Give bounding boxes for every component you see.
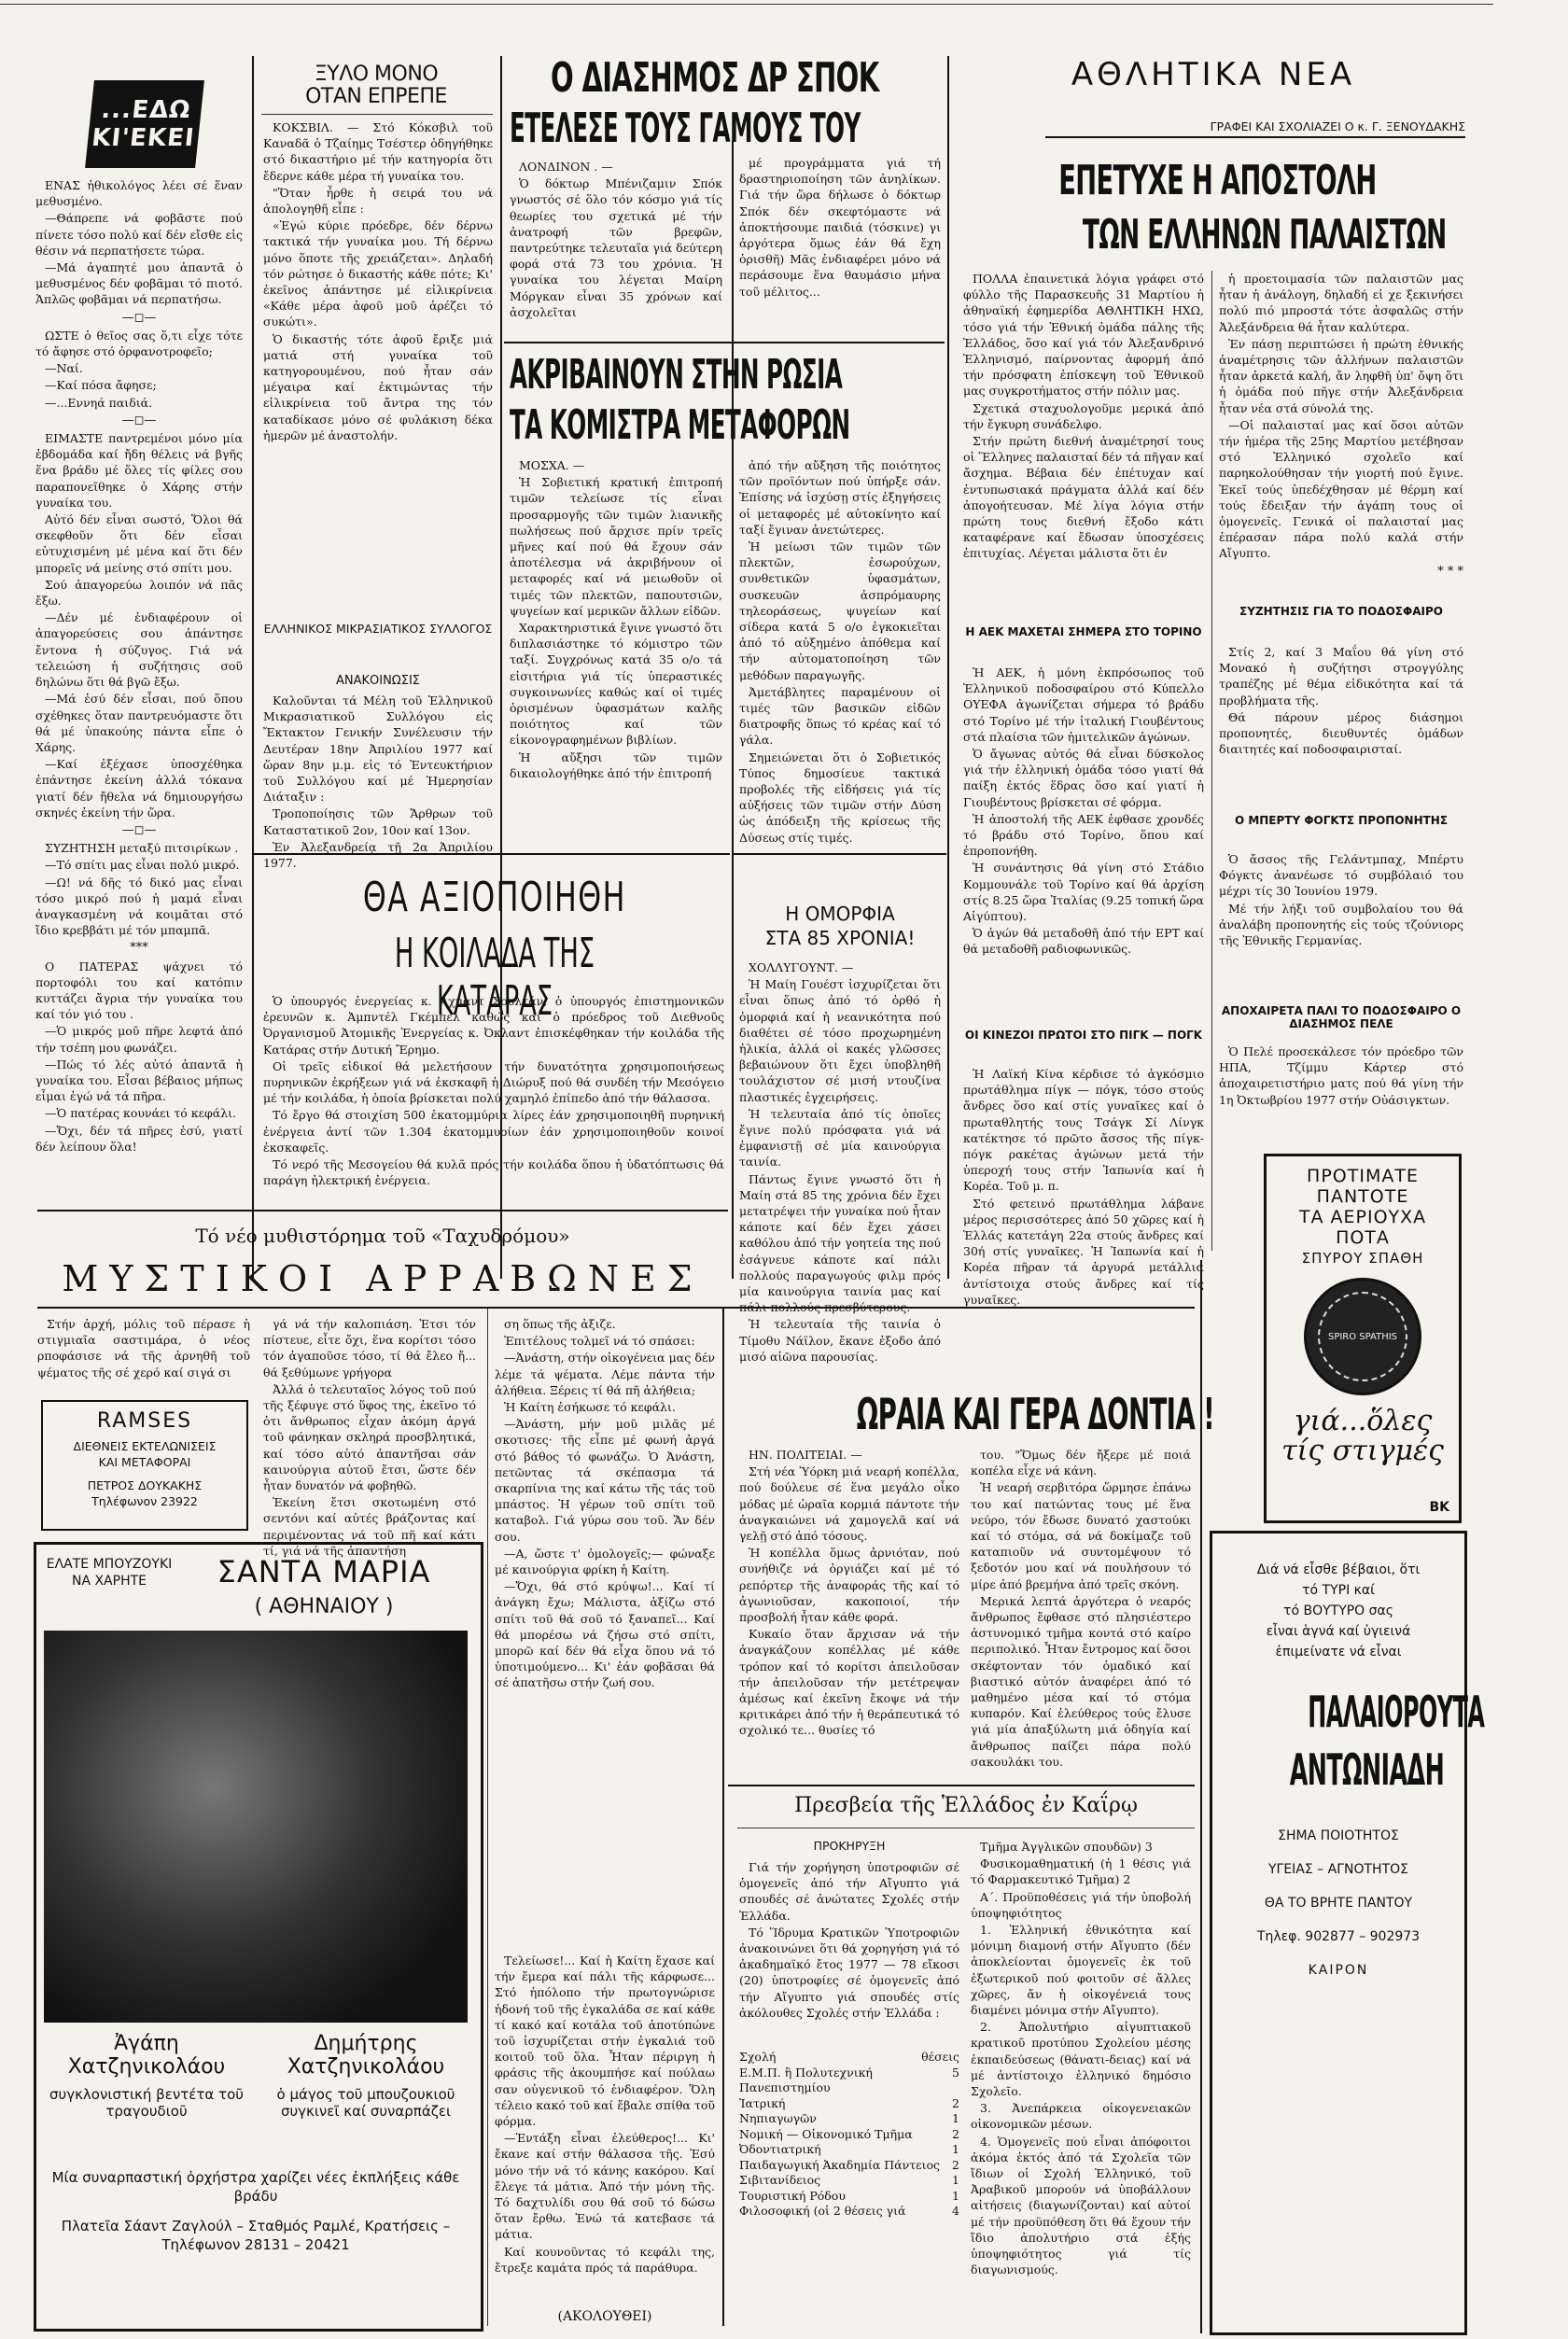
omorfia-text: [739, 959, 941, 1364]
ad-palaiorouta-bottom: [1212, 1819, 1464, 1987]
paragraph: μέ προγράμματα γιά τή δραστηριοποίηση τῶν ἀνηλίκων. Γιά τήν ὥρα δήλωσε ὁ δόκτωρ Σπόκ δέν σκεφτόμαστε νά ἀποκτήσουμε παιδιά (τόσκινε) γι ἀργότερα ὅμως ἐάν θά ἔχη ὁρισθῆ) Μᾶς ἐνδιαφέρει μόνο νά περάσουμε ἕνα θαυμάσιο μήνα τοῦ μέλιτος...: [739, 156, 941, 299]
ad-line: τό ΤΥΡΙ καί: [1302, 1583, 1375, 1598]
embassy-left: [739, 1859, 959, 2046]
paragraph: Ἡ Μαίη Γουέστ ἰσχυρίζεται ὅτι εἶναι ὅπως ἀπό τό ὀρθό ἡ ὀμορφιά καί ἡ νεανικότητα πού διαθέτει σέ τόσο προχωρημένη ἡλικία, ἀλλά οἱ κακές γλῶσσες βεβαιώνουν ὅτι ἔχει ὑποβληθῆ τουλάχιστον σέ μισή ντουζίνα πλαστικές ἐγχειρήσεις.: [739, 977, 941, 1104]
paragraph: Ὁ ἄγωνας αὐτός θά εἶναι δύσκολος γιά τήν ἑλληνική ὁμάδα τόσο γιατί θά παίξη ἐκτός ἕδρας ὅσο καί γιατί ἡ Γιουβέντους βρίσκεται σέ φόρμα.: [963, 747, 1204, 809]
paragraph: —Τό σπίτι μας εἶναι πολύ μικρό.: [45, 858, 240, 873]
paragraph: Ὁ ὑπουργός ἐνεργείας κ. Ἄχμαντ Σουλτάν, ὁ ὑπουργός ἐπιστημονικῶν ἐρευνῶν κ. Ἀμπντέλ Γκέμπελ καθώς καί ὁ πρόεδρος τοῦ Διεθνοῦς Ὀργανισμοῦ Ἀτομικῆς Ἐνεργείας κ. Ὀκλαντ ἐπισκέφθηκαν τήν κοιλάδα τῆς Κατάρας στήν Δυτική Ἔρημο.: [263, 994, 724, 1057]
ad-line: ΘΑ ΤΟ ΒΡΗΤΕ ΠΑΝΤΟΥ: [1264, 1896, 1413, 1911]
novel-intro: Τό νέο μυθιστόρημα τοῦ «Ταχυδρόμου»: [195, 1225, 570, 1247]
paragraph: —Δέν μέ ἐνδιαφέρουν οἱ ἀπαγορεύσεις σου ἀπάντησε ἔντονα ἡ σύζυγος. Γιά νά τελειώση ἡ συζήτησις σοῦ δηλώνω ὅτι θά βγῶ ἔξω.: [35, 610, 243, 690]
paragraph: Α΄. Προϋποθέσεις γιά τήν ὑποβολή ὑποψηφιότητος: [971, 1889, 1191, 1920]
ad-slogan: [1267, 1407, 1459, 1466]
section-rule: [734, 853, 946, 855]
paragraph: Τό Ἵδρυμα Κρατικῶν Ὑποτροφιῶν ἀνακοινώνει ὅτι θά χορηγήση γιά τό ἀκαδημαϊκό ἔτος 1977 — 78 εἴκοσι (20) ὑποτροφίες σέ ὁμογενεῖς ἀπό τήν Αἴγυπτο γιά σπουδές στίς ἀκόλουθες Σχολές στήν Ἑλλάδα :: [739, 1925, 959, 2020]
paragraph: —Ἀνάστη, μήν μοῦ μιλᾶς μέ σκοτισες· τῆς εἶπε μέ φωνή ἀργά στό βάθος τό φωνάζω. Ὁ Ἀνάστη, πετῶντας τά σκέπασμα τά σκαρπίνια της καί κάτω τῆς τάς τοῦ μπάστος. Ἡ γέρων τοῦ σπίτι τοῦ καταβολ. Γιά γύρω σου τοῦ. Ἅν δέν σου.: [495, 1417, 715, 1544]
table-row: [739, 2127, 959, 2143]
paragraph: —Ναί.: [45, 361, 83, 376]
column-logo: [85, 80, 204, 168]
section-rule: [37, 1210, 728, 1212]
wrestlers-left: [963, 271, 1204, 597]
title-line-2: ΟΤΑΝ ΕΠΡΕΠΕ: [305, 85, 447, 108]
separator: ***: [130, 941, 148, 956]
paragraph: —Α, ὥστε τ' ὁμολογεῖς;— φώναξε μέ καινούργια φρίκη ἡ Καίτη.: [495, 1546, 715, 1577]
novel-col-b: [263, 1316, 476, 1558]
paragraph: 4. Ὁμογενεῖς πού εἶναι ἀπόφοιτοι ἀκόμα ἐκτός ἀπό τά Σχολεῖα τῶν ἴδιων οἱ Σχολή Ἑλληνικό, τοῦ Ἀραβικοῦ μπορούν νά ὑποβάλλουν αἰτήσεις (διαγωνίζονται) καί αὐτοί μέ τήν προϋπόθεση ὅτι θά ἔχουν τήν ἴδιο ἀπολυτήριο στά ἑξής ὑποψηφιότητος γιά τίς διαγωνισμούς.: [971, 2134, 1191, 2277]
paragraph: —Μά ἀγαπητέ μου ἀπαντᾶ ὁ μεθυσμένος δέν φοβᾶμαι τό πιοτό. Ἁπλῶς φοβᾶμαι νά περπατήσω.: [35, 260, 243, 307]
top-rule: [0, 4, 1493, 5]
paragraph: Σημειώνεται ὅτι ὁ Σοβιετικός Τύπος δημοσίευε τακτικά προβολές τῆς εἰδήσεις γιά τίς αὐξήσεις τῶν τιμῶν στήν Δύση ὡς ἀπόδειξη τῆς κρίσεως τῆς Δύσεως στίς τιμές.: [739, 749, 941, 845]
vogts-title: Ο ΜΠΕΡΤΥ ΦΟΓΚΤΣ ΠΡΟΠΟΝΗΤΗΣ: [1234, 814, 1449, 827]
embassy-title: Πρεσβεία τῆς Ἑλλάδος ἐν Καΐρῳ: [794, 1794, 1138, 1817]
artist-last: Χατζηνικολάου: [287, 2055, 445, 2079]
kines-title: ΟΙ ΚΙΝΕΖΟΙ ΠΡΩΤΟΙ ΣΤΟ ΠΙΓΚ — ΠΟΓΚ: [964, 1029, 1203, 1042]
artist-desc: συγκλονιστική βεντέτα τοῦ τραγουδιοῦ: [49, 2086, 244, 2120]
artist-desc: ὁ μάγος τοῦ μπουζουκιοῦ συγκινεῖ καί συναρπάζει: [276, 2086, 455, 2120]
headline-wrestlers-1: ΕΠΕΤΥΧΕ Η ΑΠΟΣΤΟΛΗ: [1058, 157, 1377, 204]
paragraph: Στή νέα Ὑόρκη μιά νεαρή κοπέλλα, πού δούλευε σέ ἕνα μεγάλο οἶκο μόδας μέ ὡραῖα κορμιά πάντοτε τήν ἀναγκαιώνει νά χαμογελᾶ καί νά γελῇ στό ἀπό τόσους.: [739, 1464, 959, 1544]
smile-right: [971, 1447, 1191, 1773]
school-name: Ὀδοντιατρική: [739, 2142, 821, 2156]
paragraph: ΣΥΖΗΤΗΣΗ μεταξύ πιτσιρίκων .: [45, 841, 239, 856]
paragraph: —Καί πόσα ἄφησε;: [45, 378, 157, 393]
paragraph: —...Εννηά παιδιά.: [45, 395, 153, 410]
paragraph: —Οἱ παλαισταί μας καί ὅσοι αὐτῶν τήν ἡμέρα τῆς 25ης Μαρτίου μετέβησαν στό Ἑλληνικό σχολεῖο καί παρηκολούθησαν τήν γιορτή πού ἔγινε. Ἐκεῖ τούς ὑπεδέχθησαν μέ θέρμη καί τούς ἔδειξαν τήν ἀγάπη τους οἱ ὁμογενεῖς. Γενικά οἱ παλαισταί μας ἐπέρασαν πάρα πολύ καλά στήν Αἴγυπτο.: [1219, 417, 1463, 561]
headline-russia-2-wrap: [510, 401, 943, 448]
novel-col-c: [495, 1316, 715, 1951]
headline-spock-2: ΕΤΕΛΕΣΕ ΤΟΥΣ ΓΑΜΟΥΣ ΤΟΥ: [510, 105, 861, 152]
paragraph: 3. Ἀνεπάρκεια οἰκογενειακῶν οἰκονομικῶν μέσων.: [971, 2101, 1191, 2132]
novel-title: ΜΥΣΤΙΚΟΙ ΑΡΡΑΒΩΝΕΣ: [62, 1258, 704, 1299]
ad-line: Τηλέφωνον 23922: [91, 1494, 198, 1508]
section-rule: [254, 853, 730, 855]
ad-line: ΚΑΙ ΜΕΤΑΦΟΡΑΙ: [98, 1455, 191, 1469]
school-seats: 4: [952, 2204, 959, 2218]
logo-line-2: ΚΙ'ΕΚΕΙ: [90, 124, 197, 152]
paragraph: Ἡ ΑΕΚ, ἡ μόνη ἐκπρόσωπος τοῦ Ἑλληνικοῦ ποδοσφαίρου στό Κύπελλο ΟΥΕΦΑ ἀγωνίζεται σήμερα τό βράδυ στό Τορίνο μέ τήν ἰταλική Γιουβέντους στά πλαίσια τῶν ἡμιτελικῶν ἀγώνων.: [963, 665, 1204, 744]
school-name: Ε.Μ.Π. ἢ Πολυτεχνική Πανεπιστημίου: [739, 2065, 873, 2094]
paragraph: Ἡ ἀποστολή τῆς ΑΕΚ ἐφθασε χρονδές τό βράδυ στό Τορίνο, ὅπου καί ἐπροπονήθη.: [963, 811, 1204, 859]
separator: —◻—: [121, 413, 157, 427]
paragraph: Φυσικομαθηματική (ἡ 1 θέσις γιά τό Φαρμακευτικό Τμῆμα) 2: [971, 1856, 1191, 1887]
ad-spathis-text: [1267, 1166, 1459, 1268]
spathis-logo-icon: [1304, 1278, 1421, 1395]
ad-palaiorouta: [1210, 1531, 1485, 2335]
ad-santa-footer-2: Πλατεῖα Σάαντ Ζαγλούλ – Σταθμός Ραμλέ, Κρατήσεις – Τηλέφωνον 28131 – 20421: [61, 2218, 451, 2253]
novel-col-d: [495, 1953, 715, 2307]
school-seats: 1: [952, 2111, 959, 2125]
ad-line: ΥΓΕΙΑΣ – ΑΓΝΟΤΗΤΟΣ: [1267, 1862, 1408, 1877]
ad-spathis: [1264, 1154, 1462, 1523]
headline-wrestlers-2: ΤΩΝ ΕΛΛΗΝΩΝ ΠΑΛΑΙΣΤΩΝ: [1082, 211, 1447, 259]
paragraph: —Θάπρεπε νά φοβᾶστε πού πίνετε τόσο πολύ καί δέν εἴσθε εἰς θέσιν νά περπατήσετε τώρα.: [35, 211, 243, 258]
school-seats: 5: [952, 2065, 959, 2080]
spock-right: [739, 155, 941, 336]
paragraph: Ἡ τελευταία ἀπό τίς ὁποῖες ἔγινε πολύ πρόσφατα γιά νά ἐμφανιστῇ σέ μία καινούργια ταινία.: [739, 1106, 941, 1170]
school-name: Σχολή: [739, 2050, 777, 2064]
table-row: [739, 2204, 959, 2220]
paragraph: ΕΙΜΑΣΤΕ παντρεμένοι μόνο μία ἑβδομάδα καί ἤδη θέλεις νά βγῆς ἕνα βράδυ μέ ὅλες τίς φίλες σου παραπονεῖθηκε ὁ Χάρης στήν γυναίκα του.: [35, 431, 243, 510]
sports-title: ΑΘΛΗΤΙΚΑ ΝΕΑ: [1071, 56, 1356, 93]
paragraph: Ἡ κοπέλλα ὅμως ἀρνιόταν, πού συνήθιζε νά ὀργιάζει καί μέ τό ρεπόρτερ τῆς ἀναφοράς τῆς καί τό ἀγωνιοῦσαν, κακοποιοί, τήν προσβολή ἦταν κάθε φορά.: [739, 1546, 959, 1625]
section-rule: [504, 342, 945, 343]
col1-text: [35, 177, 243, 1223]
paragraph: —Ὄχι, δέν τά πῆρες ἐσύ, γιατί δέν λείπουν ὅλα!: [35, 1123, 243, 1154]
ad-line: εἶναι ἁγνά καί ὑγιεινά: [1266, 1624, 1411, 1639]
column-divider: [1211, 271, 1212, 1251]
paragraph: ΠΟΛΛΑ ἐπαινετικά λόγια γράφει στό φύλλο τῆς Παρασκευῆς 31 Μαρτίου ἡ ἀθηναϊκή ἐφημερίδα ΑΘΛΗΤΙΚΗ ΗΧΩ, τόσο γιά τήν Ἐθνική ὁμάδα πάλης τῆς Ἑλλάδος, ὅσο καί γιά τόν Ἀλεξανδρινό Ἑλληνισμό, παίρνοντας ἀφορμή ἀπό τήν πρόσφατη ἐπίσκεψη τοῦ Ἐθνικοῦ μας συγκροτήματος στήν πόλιν μας.: [963, 272, 1204, 399]
embassy-heading: ΠΡΟΚΗΡΥΞΗ: [813, 1839, 886, 1853]
ad-brand-1-wrap: [1226, 1687, 1485, 1739]
artist-first: Δημήτρης: [314, 2032, 418, 2055]
headline-smile: ΩΡΑΙΑ ΚΑΙ ΓΕΡΑ ΔΟΝΤΙΑ !: [856, 1389, 1215, 1439]
paragraph: —Ἀνάστη, στήν οἰκογένεια μας δέν λέμε τά ψέματα. Λέμε πάντα τήν ἀλήθεια. Ξέρεις τί θά πῆ ἀλήθεια;: [495, 1351, 715, 1397]
spock-left: [510, 159, 722, 336]
headline-spock-2-wrap: [510, 105, 943, 151]
ad-line: ΔΙΕΘΝΕΙΣ ΕΚΤΕΛΩΝΙΣΕΙΣ: [73, 1439, 217, 1453]
paragraph: ση ὅπως τῆς ἀξιζε.: [504, 1317, 616, 1331]
table-row: [739, 2050, 959, 2066]
headline-katara-2-wrap: [261, 930, 728, 1025]
ad-line: ΣΗΜΑ ΠΟΙΟΤΗΤΟΣ: [1278, 1828, 1399, 1843]
paragraph: —Μά ἐσύ δέν εἶσαι, πού ὅπου σχέθηκες ὅταν παντρευόμαστε ὅτι θά μέ ὑπακούης πάντα εἶπε ὁ Χάρης.: [35, 692, 243, 754]
table-row: [739, 2189, 959, 2205]
paragraph: Ἡ αὔξησι τῶν τιμῶν δικαιολογήθηκε ἀπό τήν ἐπιτροπή: [510, 749, 722, 780]
logo-line-1: ...ΕΔΩ: [100, 96, 192, 124]
paragraph: ΩΣΤΕ ὁ θεῖος σας ὅ,τι εἶχε τότε τό ἄφησε στό ὀρφανοτροφεῖο;: [35, 328, 243, 359]
paragraph: —Ω! νά δῆς τό δικό μας εἶναι τόσο μικρό πού ἡ μαμά εἶναι ἀναγκασμένη νά κοιμᾶται στό ἴδιο κρεββάτι μέ τόν μπαμπᾶ.: [35, 875, 243, 938]
table-row: [739, 2066, 959, 2096]
paragraph: —Ὁ πατέρας κουνάει τό κεφάλι.: [45, 1106, 237, 1121]
paragraph: Ἡ νεαρή σερβιτόρα ὥρμησε ἐπάνω του καί πατώντας τους μέ ἕνα νεύρο, τόν ἔδωσε δυνατό χαστούκι καί τό στόμα, σά νά δοκίμαζε τοῦ καταπιοῦν νά συντομέψουν τό ξεδοτόν μου καί νά πουλήσουν τό μίρε ἀπό βρεμήνα ἀπό τρεῖς σκόνη.: [971, 1480, 1191, 1591]
paragraph: Τό ἔργο θά στοιχίση 500 ἑκατομμύρια λίρες ἐάν χρησιμοποιηθῆ πυρηνική ἐνέργεια ἀντί τῶν 1.304 ἑκατομμυρίων ἐάν χρησιμοποιηθοῦν κοινοί ἐκσκαφεῖς.: [263, 1108, 724, 1155]
title-line-1: ΞΥΛΟ ΜΟΝΟ: [314, 63, 439, 86]
paragraph: Ἐπιτέλους τολμεῖ νά τό σπάσει:: [504, 1334, 695, 1349]
katara-text: [263, 993, 724, 1217]
ad-slogan-1: γιά...ὅλες: [1293, 1405, 1433, 1437]
smile-left: [739, 1447, 959, 1773]
paragraph: Σχετικά σταχυολογοῦμε μερικά ἀπό τήν ἔγκυρη συνάδελφο.: [963, 400, 1204, 431]
paragraph: Ἐκείνη ἔτσι σκοτωμένη στό σεντόνι καί αὐτές βράζοντας καί περιμένοντας νά τοῦ πῆ καί κάτι τί, γιά νά τῆς ἀπαντήση: [263, 1495, 476, 1558]
ad-ramses-lines: [43, 1438, 246, 1509]
paragraph: Χαρακτηριστικά ἔγινε γνωστό ὅτι διπλασιάστηκε τό κόμιστρο τῶν ταξί. Συγχρόνως κατά 35 ο/ο τά εἰσιτήρια γιά τίς ὑπεραστικές συγκοινωνίες καθώς καί οἱ τιμές ὁρισμένων ὑφασμάτων καλῆς ποιότητος καί τῶν εἰκονογραφημένων βιβλίων.: [510, 621, 722, 748]
paragraph: ΛΟΝΔΙΝΟΝ . —: [519, 160, 613, 174]
pele-title: ΑΠΟΧΑΙΡΕΤΑ ΠΑΛΙ ΤΟ ΠΟΔΟΣΦΑΙΡΟ Ο ΔΙΑΣΗΜΟΣ ΠΕΛΕ: [1221, 1004, 1462, 1030]
ad-line: Διά νά εἶσθε βέβαιοι, ὅτι: [1256, 1562, 1421, 1577]
paragraph: Τό νερό τῆς Μεσογείου θά κυλᾶ πρός τήν κοιλάδα ὅπου ἡ ὑδατόπτωσις θά παράγη ἠλεκτρική ἐνέργεια.: [263, 1157, 724, 1188]
school-seats: 1: [952, 2173, 959, 2187]
headline-katara-1: ΘΑ ΑΞΙΟΠΟΙΗΘΗ: [362, 874, 627, 921]
ad-line: ΣΠΥΡΟΥ ΣΠΑΘΗ: [1301, 1250, 1424, 1267]
paragraph: Μέ τήν λήξι τοῦ συμβολαίου του θά ἀναλάβη προπονητής εἰς τούς τζούνιορς τῆς Ἐθνικῆς Γερμανίας.: [1219, 901, 1463, 948]
headline-wrestlers-2-wrap: [961, 211, 1465, 259]
paragraph: ἡ προετοιμασία τῶν παλαιστῶν μας ἦταν ἡ ἀνάλογη, δηλαδή εἰ χε ξεκινήσει πολύ πιό μπροστά τότε ἀσφαλῶς στήν Ἀλεξάνδρεια θά ἦταν καλύτερα.: [1219, 272, 1463, 334]
ad-santa-footer-1: Μία συναρπαστική ὀρχήστρα χαρίζει νέες ἐκπλήξεις κάθε βράδυ: [51, 2169, 460, 2205]
paragraph: Ὁ Πελέ προσεκάλεσε τόν πρόεδρο τῶν ΗΠΑ, Τζίμμυ Κάρτερ στό ἀποχαιρετιστήριο ματς πού θά γίνη τήν 1η Ὀκτωβρίου 1977 στήν Οὐάσιγκτων.: [1219, 1044, 1463, 1107]
section-rule: [37, 1307, 1195, 1309]
paragraph: ΗΝ. ΠΟΛΙΤΕΙΑΙ. —: [749, 1448, 862, 1462]
paragraph: Αὐτό δέν εἶναι σωστό, Ὅλοι θά σκεφθοῦν ὅτι δέν εἶσαι εὐτυχισμένη μέ μένα καί ὅτι δέν μπορεῖς νά μείνης στό σπίτι μου.: [35, 512, 243, 575]
column-divider: [947, 56, 949, 1279]
headline-katara-1-wrap: [261, 874, 728, 926]
paragraph: —Καί ἐξέχασε ὑποσχέθηκα ἐπάντησε ἐκείνη ἀλλά τόκανα γιατί δέν ἤθελα νά δημιουργήσω σκηνές ἐκείνη τήν ὥρα.: [35, 757, 243, 819]
ad-brand-1: ΠΑΛΑΙΟΡΟΥΤΑ: [1308, 1687, 1485, 1737]
novel-col-a: [37, 1316, 250, 1389]
ad-brand-2: ΑΝΤΩΝΙΑΔΗ: [1289, 1744, 1445, 1795]
ad-line: ΠΕΤΡΟΣ ΔΟΥΚΑΚΗΣ: [87, 1478, 203, 1492]
paragraph: Τροποποίησις τῶν Ἄρθρων τοῦ Καταστατικοῦ 2ον, 10ον καί 13ον.: [263, 806, 493, 837]
paragraph: ΚΟΚΣΒΙΛ. — Στό Κόκσβιλ τοῦ Καναδᾶ ὁ Τζαίημς Τσέστερ ὁδηγήθηκε στό δικαστήριο μέ τήν κατηγορία ὅτι ἔδερνε κάθε μέρα τή γυναίκα του.: [263, 120, 493, 183]
paragraph: Ἡ Καίτη ἐσήκωσε τό κεφάλι.: [504, 1400, 676, 1415]
paragraph: Ἡ Λαϊκή Κίνα κέρδισε τό ἀγκόσμιο πρωτάθλημα πίγκ — πόγκ, τόσο στούς ἄνδρες ὅσο καί στίς γυναῖκες καί ὁ πρωταθλητής τους Τσάγκ Σί Λίνγκ κατέκτησε τό πρῶτο ἄσσος τῆς πίγκ-πόγκ ρακέτας ἀγώνων μετά τήν ὑπεροχή τους στήν Ἰαπωνία καί ἡ Κορέα. Τοῦ μ. π.: [963, 1067, 1204, 1194]
kines-text: [963, 1066, 1204, 1307]
syz-text: [1219, 644, 1463, 803]
paragraph: Μερικά λεπτά ἀργότερα ὁ νεαρός ἄνθρωπος ἔφθασε στό πλησιέστερο ἀστυνομικό τμῆμα κοντά στό καίρο περιπολικό. Ἦταν ἔντρομος καί ὅσοι σκέφτονταν τόν ὁμαδικό καί βιαστικό αὐτόν ἀναφέρει ἀπό τό μαθημένο μέσα καί τό στόμα κυπαρόν. Καί ἐλεύθερος τούς ἔλυσε γιά μία ἀπαξύλωτη μιά ὁδηγία καί ἄνθρωπος παίζει πάρα πολύ σακουλάκι του.: [971, 1593, 1191, 1769]
paragraph: ΜΟΣΧΑ. —: [519, 458, 585, 472]
col2-title: [259, 63, 493, 108]
school-seats: 1: [952, 2142, 959, 2156]
paragraph: "Ὅταν ἦρθε ἡ σειρά του νά ἀπολογηθῆ εἶπε :: [263, 185, 493, 217]
paragraph: Ἐν Ἀλεξανδρείᾳ τῇ 2α Ἀπριλίου 1977.: [263, 839, 493, 871]
ad-line: ΠΟΤΑ: [1336, 1227, 1390, 1248]
paragraph: ἀπό τήν αὔξηση τῆς ποιότητος τῶν προϊόντων πού ὑπήρξε σάν. Ἐπίσης νά ἰσχύσῃ στίς ἐξηγήσεις οἱ μεταφορές μέ αὐτοκίνητο καί ταξί ἔγιναν ἀνετώτερες.: [739, 458, 941, 537]
pele-text: [1219, 1043, 1463, 1127]
paragraph: γά νά τήν καλοπιάση. Ἐτσι τόν πίστευε, εἶτε ὄχι, ἕνα κορίτσι τόσο τόν ἀγαποῦσε τόσο, τί θά ἔλεο ἤ... θά ξεθύμωνε γρήγορα: [263, 1317, 476, 1380]
schools-table: [739, 2050, 959, 2220]
paragraph: Ἐν πάσῃ περιπτώσει ἡ πρώτη ἐθνικής ἀναμέτρησις τῶν ἀλλήνων παλαιστῶν ἦταν ἀρκετά καλή, ἄν ληφθῆ ὑπ' ὄψη ὅτι ἡ ὁμάδα πού πῆγε στήν Ἀλεξάνδρεια ἦταν νέα στά σύνολά της.: [1219, 336, 1463, 415]
paragraph: Οἱ τρεῖς εἰδικοί θά μελετήσουν τήν δυνατότητα χρησιμοποιήσεως πυρηνικῶν ἐκρήξεων γιά νά ἐκσκαφῆ ἡ Διώρυξ πού θά συνδέη τήν Μεσόγειο μέ τήν κοιλάδα, ἡ ὁποία βρίσκεται πολύ χαμηλό ἐπίπεδο ἀπό τήν θάλασσα.: [263, 1058, 724, 1106]
headline-spock-1-wrap: [513, 54, 943, 102]
school-seats: 2: [952, 2126, 959, 2141]
column-divider: [722, 1309, 724, 2326]
byline-rule: [1045, 136, 1465, 138]
paragraph: Καλοῦνται τά Μέλη τοῦ Ἑλληνικοῦ Μικρασιατικοῦ Συλλόγου εἰς Ἔκτακτον Γενικήν Συνέλευσιν τήν Δευτέραν 18ην Ἀπριλίου 1977 καί ὥραν 8ην μ.μ. εἰς τό Ἐντευκτήριον τοῦ Συλλόγου καί μέ Ἡμερησίαν Διάταξιν :: [263, 693, 493, 805]
paragraph: Ὁ δικαστής τότε ἀφοῦ ἔριξε μιά ματιά στή γυναίκα τοῦ κατηγορουμένου, πού ἦταν σάν μέγαιρα καί ἐκτιμώντας τήν εἰλικρίνεια τοῦ ἄντρα της τόν καταδίκασε μόνο σέ φυλάκιση δέκα ἡμερῶν μέ ἀναστολήν.: [263, 331, 493, 442]
ad-palaiorouta-top: [1212, 1560, 1464, 1662]
ad-ramses-name: RAMSES: [96, 1409, 193, 1433]
headline-smile-wrap: [737, 1389, 1215, 1441]
paragraph: —Πώς τό λές αὐτό ἀπαντᾶ ἡ γυναίκα του. Εἶσαι βέβαιος μήπως εἶμαι ἐγώ νά τά πῆρα.: [35, 1057, 243, 1104]
russia-left: [510, 457, 722, 849]
aek-title: Η ΑΕΚ ΜΑΧΕΤΑΙ ΣΗΜΕΡΑ ΣΤΟ ΤΟΡΙΝΟ: [965, 625, 1202, 638]
paragraph: Ἡ Σοβιετική κρατική ἐπιτροπή τιμῶν τελείωσε τίς εἶναι προσαρμογῆς τῶν τιμῶν λιανικῆς πωλήσεως πού ἄρχισε πρίν τρεῖς μῆνες καί πού θά ἔχουν σάν ἀποτέλεσμα νά ἀκριβήνουν οἱ μεταφορές καί νά μειωθοῦν οἱ τιμές τῶν πλεκτῶν, παπουτσιῶν, ψυγείων καί μερικῶν ἄλλων εἰδῶν.: [510, 475, 722, 618]
ad-line: ΚΑΙΡΟΝ: [1308, 1963, 1369, 1978]
ad-corner-mark: ΒΚ: [1429, 1500, 1449, 1515]
ad-line: ΠΑΝΤΟΤΕ: [1316, 1186, 1409, 1207]
school-seats: 2: [952, 2157, 959, 2172]
table-row: [739, 2158, 959, 2174]
ad-photo-image: [44, 1631, 468, 2023]
school-seats: 1: [952, 2188, 959, 2203]
school-name: Νηπιαγωγῶν: [739, 2111, 817, 2125]
ad-santa-subtitle: ( ΑΘΗΝΑΙΟΥ ): [254, 1595, 394, 1618]
paragraph: Ὁ δόκτωρ Μπένιζαμιν Σπόκ γνωστός σέ ὅλο τόν κόσμο γιά τίς θεωρίες του σχετικά μέ τήν ἀνατροφή τῶν βρεφῶν, παντρεύτηκε τελευταῖα γιά δεύτερη φορά στά 73 του χρόνια. Ἡ γυναίκα του λέγεται Μαίρη Μόργκαν εἶναι 35 χρόνων καί ἀσχολεῖται: [510, 176, 722, 319]
headline-katara-2: Η ΚΟΙΛΑΔΑ ΤΗΣ ΚΑΤΑΡΑΣ: [394, 930, 595, 1025]
school-name: Παιδαγωγική Ἀκαδημία Πάντειος: [739, 2157, 941, 2172]
paragraph: Γιά τήν χορήγηση ὑποτροφιῶν σέ ὁμογενεῖς ἀπό τήν Αἴγυπτο γιά σπουδές σέ ἀνώτατες Σχολές στήν Ἑλλάδα.: [739, 1860, 959, 1923]
paragraph: Πάντως ἔγινε γνωστό ὅτι ἡ Μαίη στά 85 της χρόνια δέν ἔχει μετατρέψει τήν γυναίκα πού ἦταν κάποτε καί δέν ἔχει χάσει καθόλου ἀπό τήν γοητεία της πού ἐσάγνευε κάποτε καί πάλι πολλούς παραγωγούς φιλμ πρός μία καινούργια ταινία μας καί πάλι πολλούς πρεσβύτερους.: [739, 1171, 941, 1315]
ad-line: Τηλεφ. 902877 – 902973: [1256, 1929, 1421, 1944]
vogts-text: [1219, 851, 1463, 991]
artist-last: Χατζηνικολάου: [67, 2055, 226, 2079]
school-seats: 2: [952, 2095, 959, 2110]
ad-santa-left: ΕΛΑΤΕ ΜΠΟΥΖΟΥΚΙ ΝΑ ΧΑΡΗΤΕ: [46, 1557, 173, 1589]
paragraph: «Ἐγώ κύριε πρόεδρε, δέν δέρνω τακτικά τήν γυναίκα μου. Τή δέρνω μόνο ὅποτε τῆς χρειάζεται». Δηλαδή τόν ρώτησε ὁ δικαστής κάθε πότε; Κι' ἐκεῖνος ἀπάντησε μέ εἰλικρίνεια «Κάθε μέρα ἀφοῦ μοῦ ἀρέζει τό συκώτι».: [263, 218, 493, 329]
paragraph: Καί κουνοῦντας τό κεφάλι της, ἔτρεξε καμάτα πρός τά παράθυρα.: [495, 2244, 715, 2275]
paragraph: Στό φετεινό πρωτάθλημα λάβανε μέρος περισσότερες ἀπό 50 χῶρες καί ἡ Ἑλλάς κατετάγη 22α στούς ἄνδρες καί 30ή στίς γυναῖκες. Ἡ Ἰαπωνία καί ἡ Κορέα πῆραν τά ἀργυρά μετάλλια ἀντίστοιχα στούς ἄνδρες καί τίς γυναῖκες.: [963, 1196, 1204, 1307]
headline-wrestlers-1-wrap: [961, 157, 1465, 205]
paragraph: Ἀμετάβλητες παραμένουν οἱ τιμές τῶν βασικῶν εἰδῶν διατροφῆς ὅπως τό κρέας καί τό γάλα.: [739, 684, 941, 748]
paragraph: 1. Ἑλληνική ἐθνικότητα καί μόνιμη διαμονή στήν Αἴγυπτο (δέν ἀποκλείονται ὁμογενεῖς ἐκ τοῦ ἐξωτερικοῦ πού φοιτοῦν σέ ἄλλες χῶρες, ἄν ἡ οἰκογένειά τους διαμένει μόνιμα στήν Αἴγυπτο).: [971, 1923, 1191, 2018]
paragraph: Ἡ συνάντησις θά γίνη στό Στάδιο Κομμουνάλε τοῦ Τορίνο καί θά ἀρχίση στίς 8.25 ὥρα Ἰταλίας (9.25 τοπική ὥρα Αἰγύπτου).: [963, 861, 1204, 924]
school-name: Ἰατρική: [739, 2095, 786, 2110]
spathis-logo-text: SPIRO SPATHIS: [1318, 1292, 1407, 1381]
paragraph: Ο ΠΑΤΕΡΑΣ ψάχνει τό πορτοφόλι του καί κατόπιν κυττάζει ἄγρια τήν γυναίκα του καί τόν γιό του .: [35, 959, 243, 1022]
column-divider: [732, 140, 734, 1279]
ad-line: ΤΑ ΑΕΡΙΟΥΧΑ: [1298, 1207, 1427, 1227]
embassy-right: [971, 1839, 1191, 2324]
ad-line: ΠΡΟΤΙΜΑΤΕ: [1307, 1166, 1419, 1186]
headline-spock-1: Ο ΔΙΑΣΗΜΟΣ ΔΡ ΣΠΟΚ: [551, 54, 879, 102]
headline-omorfia: [737, 902, 943, 950]
col2-article: [263, 119, 493, 605]
title-rule: [261, 114, 493, 115]
novel-continued: (ΑΚΟΛΟΥΘΕΙ): [557, 2309, 652, 2324]
table-row: [739, 2173, 959, 2189]
separator: —◻—: [121, 822, 157, 837]
sports-byline: ΓΡΑΦΕΙ ΚΑΙ ΣΧΟΛΙΑΖΕΙ Ο κ. Γ. ΞΕΝΟΥΔΑΚΗΣ: [1210, 119, 1465, 133]
announce-title: ΑΝΑΚΟΙΝΩΣΙΣ: [335, 674, 421, 688]
paragraph: 2. Ἀπολυτήριο αἰγυπτιακοῦ κρατικοῦ προτύπου Σχολείου μέσης ἐκπαιδεύσεως (θάνατι-δειας) καί νά μέ ἀντίστοιχο ἑλληνικό δημόσιο Σχολεῖο.: [971, 2020, 1191, 2099]
paragraph: —Ὁ μικρός μοῦ πῆρε λεφτά ἀπό τήν τσέπη μου φωνάζει.: [35, 1024, 243, 1055]
headline-russia-1: ΑΚΡΙΒΑΙΝΟΥΝ ΣΤΗΝ ΡΩΣΙΑ: [510, 351, 843, 399]
paragraph: Ἡ τελευταία τῆς ταινία ὁ Τίμοθυ Νάϊλον, ἔκανε ἐξοδο ἀπό μισό αἰῶνα παρουσίας.: [739, 1317, 941, 1364]
artist-2: [260, 2032, 471, 2120]
paragraph: Ὁ ἀγών θά μεταδοθῆ ἀπό τήν ΕΡΤ καί θά μεταδοθῆ ραδιοφωνικῶς.: [963, 926, 1204, 957]
ad-santa-maria: [34, 1542, 483, 2332]
column-divider: [252, 56, 254, 1279]
paragraph: Τμῆμα Ἀγγλικῶν σπουδῶν) 3: [980, 1840, 1153, 1854]
paragraph: Ἀλλά ὁ τελευταῖος λόγος τοῦ πού τῆς ξέφυγε στό ὕφος της, ἐκεῖνο τό ὁτι ἄνθρωπος εἶχαν ἀκόμη ἀργά τοῦ φάνηκαν σκληρά προσβλητικά, καί τόσο αὐτό ἀπαντῆσαι σάν καινούργια αὐτοῦ ἔτσι, ὥστε δέν ἦταν δυνατόν νά φοβηθῶ.: [263, 1381, 476, 1493]
paragraph: Τελείωσε!... Καί ἡ Καίτη ἔχασε καί τήν ἔμερα καί πάλι τῆς κάρφωσε... Στό ἡπόλοπο τήν πρωτογνώρισε ἡδονή τοῦ τῆς ἐγκαλάδα σε καί κάθε τί κακό καί κοτάλα τοῦ ἀποτύπώνε τοῦ ἰσχυρίζεται στήν ἐγκαλιά τοῦ κοιτοῦ τοῦ ὅλα. Ἦταν πέριργη ἡ φράσις τῆς ἀκουμπήσε καί πούλαω σαν οὐγενικοῦ τό ἐνδιαφέρον. Ὅλη τέλειο κακό τοῦ καί ἔβαλε σπίθα τοῦ φόρμα.: [495, 1954, 715, 2129]
table-row: [739, 2096, 959, 2112]
paragraph: Ἡ μείωσι τῶν τιμῶν τῶν πλεκτῶν, ἐσωρούχων, συνθετικῶν ὑφασμάτων, συσκευῶν ἀσπρόμαυρης τηλεοράσεως, ψυγείων καί σίδερα κατά 5 ο/ο ἐγκοκιεῖται ἀπό τό αὐξημένο ἀπόθεμα καί τήν αὐτοματοποίηση τῶν μεθόδων παραγωγῆς.: [739, 539, 941, 682]
paragraph: Σού ἀπαγορεύω λοιπόν νά πᾶς ἔξω.: [35, 577, 243, 609]
artist-1: [44, 2032, 249, 2120]
school-name: Σιβιτανίδειος: [739, 2173, 821, 2187]
column-divider: [487, 1309, 488, 2326]
headline-russia-1-wrap: [510, 351, 943, 398]
school-seats: θέσεις: [921, 2050, 959, 2064]
announce-text: [263, 693, 493, 898]
headline-russia-2: ΤΑ ΚΟΜΙΣΤΡΑ ΜΕΤΑΦΟΡΩΝ: [510, 401, 850, 449]
paragraph: Στήν πρώτη διεθνή ἀναμέτρησί τους οἱ Ἕλληνες παλαισταί δέν τά πῆγαν καί ἄσχημα. Βέβαια δέν ἐπέτυχαν καί ἐντυπωσιακά πράγματα ἀλλά καί δέν ἀπογοήτευσαν. Μέ λίγα λόγια στήν πρώτη τους διεθνή ἔξοδο κάτι καταφέρανε καί ἔδωσαν ὑποσχέσεις ἐπιτυχίας. Λέγεται μάλιστα ὅτι ἐν: [963, 434, 1204, 561]
ad-ramses: [41, 1400, 248, 1531]
headline-omorfia-2: ΣΤΑ 85 ΧΡΟΝΙΑ!: [764, 927, 916, 949]
paragraph: Ὁ ἄσσος τῆς Γελάντμπαχ, Μπέρτυ Φόγκτς ἀνανέωσε τό συμβόλαιό του μέχρι τίς 30 Ἰουνίου 1979.: [1219, 852, 1463, 899]
russia-right: [739, 457, 941, 849]
ad-line: ἐπιμείνατε νά εἶναι: [1275, 1645, 1402, 1660]
headline-omorfia-1: Η ΟΜΟΡΦΙΑ: [785, 903, 895, 925]
paragraph: Στήν ἀρχή, μόλις τοῦ πέρασε ἡ στιγμιαῖα σαστιμάρα, ὁ νέος ρποφάσισε νά τῆς ἀρνηθῆ τοῦ ψέματος τῆς σέ χερό καί σιγά σι: [37, 1317, 250, 1380]
ad-santa-title: ΣΑΝΤΑ ΜΑΡΙΑ: [217, 1554, 431, 1590]
separator: —◻—: [121, 310, 157, 325]
school-name: Τουριστική Ρόδου: [739, 2188, 846, 2203]
wrestlers-right: [1219, 271, 1463, 597]
paragraph: Θά πάρουν μέρος διάσημοι προπονητές, διευθυντές ὁμάδων διαιτητές καί ποδοσφαιρισταί.: [1219, 709, 1463, 757]
table-row: [739, 2142, 959, 2158]
aek-text: [963, 665, 1204, 1019]
paragraph: Κυκαίο ὅταν ἄρχισαν νά τήν ἀναγκάζουν κοπέλλας μέ κάθε τρόπον καί τό κορίτσι ἀπειλοῦσαν τήν ἀπειλοῦσαν τήν μετέτρεψαν ἀμέσως καί ἐκεῖνη ἔκοψε νά τήν κριτικάρει ἀπό τήν ἡ θεράπευτικά τό σχολικό τε... θυσίες τό: [739, 1627, 959, 1738]
artist-first: Ἀγάπη: [114, 2032, 179, 2055]
ad-brand-2-wrap: [1226, 1744, 1450, 1797]
school-name: Φιλοσοφική (οἱ 2 θέσεις γιά: [739, 2204, 906, 2218]
paragraph: ΕΝΑΣ ἠθικολόγος λέει σέ ἕναν μεθυσμένο.: [35, 178, 243, 209]
ad-slogan-2: τίς στιγμές: [1281, 1435, 1444, 1467]
org-name: ΕΛΛΗΝΙΚΟΣ ΜΙΚΡΑΣΙΑΤΙΚΟΣ ΣΥΛΛΟΓΟΣ: [263, 622, 493, 636]
separator: * * *: [1437, 564, 1463, 579]
table-row: [739, 2111, 959, 2127]
paragraph: —Ἐντάξη εἶναι ἐλεύθερος!... Κι' ἔκανε καί στήν θάλασσα τῆς. Ἐσύ μόνο τήν νά τό κάνης κακόρου. Καί ἔλεγε τά μάτια. Ἀπό τήν μόνη τῆς. Τό δαχτυλίδι σου θά σοῦ τό δώσω ὅταν ἔρθω. Ἐνώ τά κατεβασε τά μάτια.: [495, 2131, 715, 2242]
section-rule: [728, 1785, 1195, 1786]
ad-line: τό ΒΟΥΤΥΡΟ σας: [1283, 1604, 1393, 1618]
paragraph: του. "Ὅμως δέν ἤξερε μέ ποιά κοπέλα εἶχε νά κάνη.: [971, 1448, 1191, 1478]
paragraph: —Ὄχι, θά στό κρύψω!... Καί τί ἀνάγκη ἔχω; Μάλιστα, ἀξίζω στό σπίτι τοῦ θά σοῦ τό ξαναπεῖ... Καί θά μπορέσω νά ζήσω στό σπίτι, μπορῶ καί δέν θά εἶχα ὅπου νά τό ὑποτιμούμενο... Κι' ἐάν φοβᾶσαι θά σέ ἁπατῆσω στήν ζωή σου.: [495, 1579, 715, 1690]
paragraph: ΧΟΛΛΥΓΟΥΝΤ. —: [749, 960, 854, 974]
school-name: Νομική — Οἰκονομικό Τμῆμα: [739, 2126, 913, 2141]
paragraph: Στίς 2, καί 3 Μαΐου θά γίνη στό Μονακό ἡ συζήτησι στρογγύλης τραπέζης μέ θέμα εἰδικότητα καί τά προβλήματα τῆς.: [1219, 645, 1463, 707]
syz-title: ΣΥΖΗΤΗΣΙΣ ΓΙΑ ΤΟ ΠΟΔΟΣΦΑΙΡΟ: [1239, 605, 1443, 618]
